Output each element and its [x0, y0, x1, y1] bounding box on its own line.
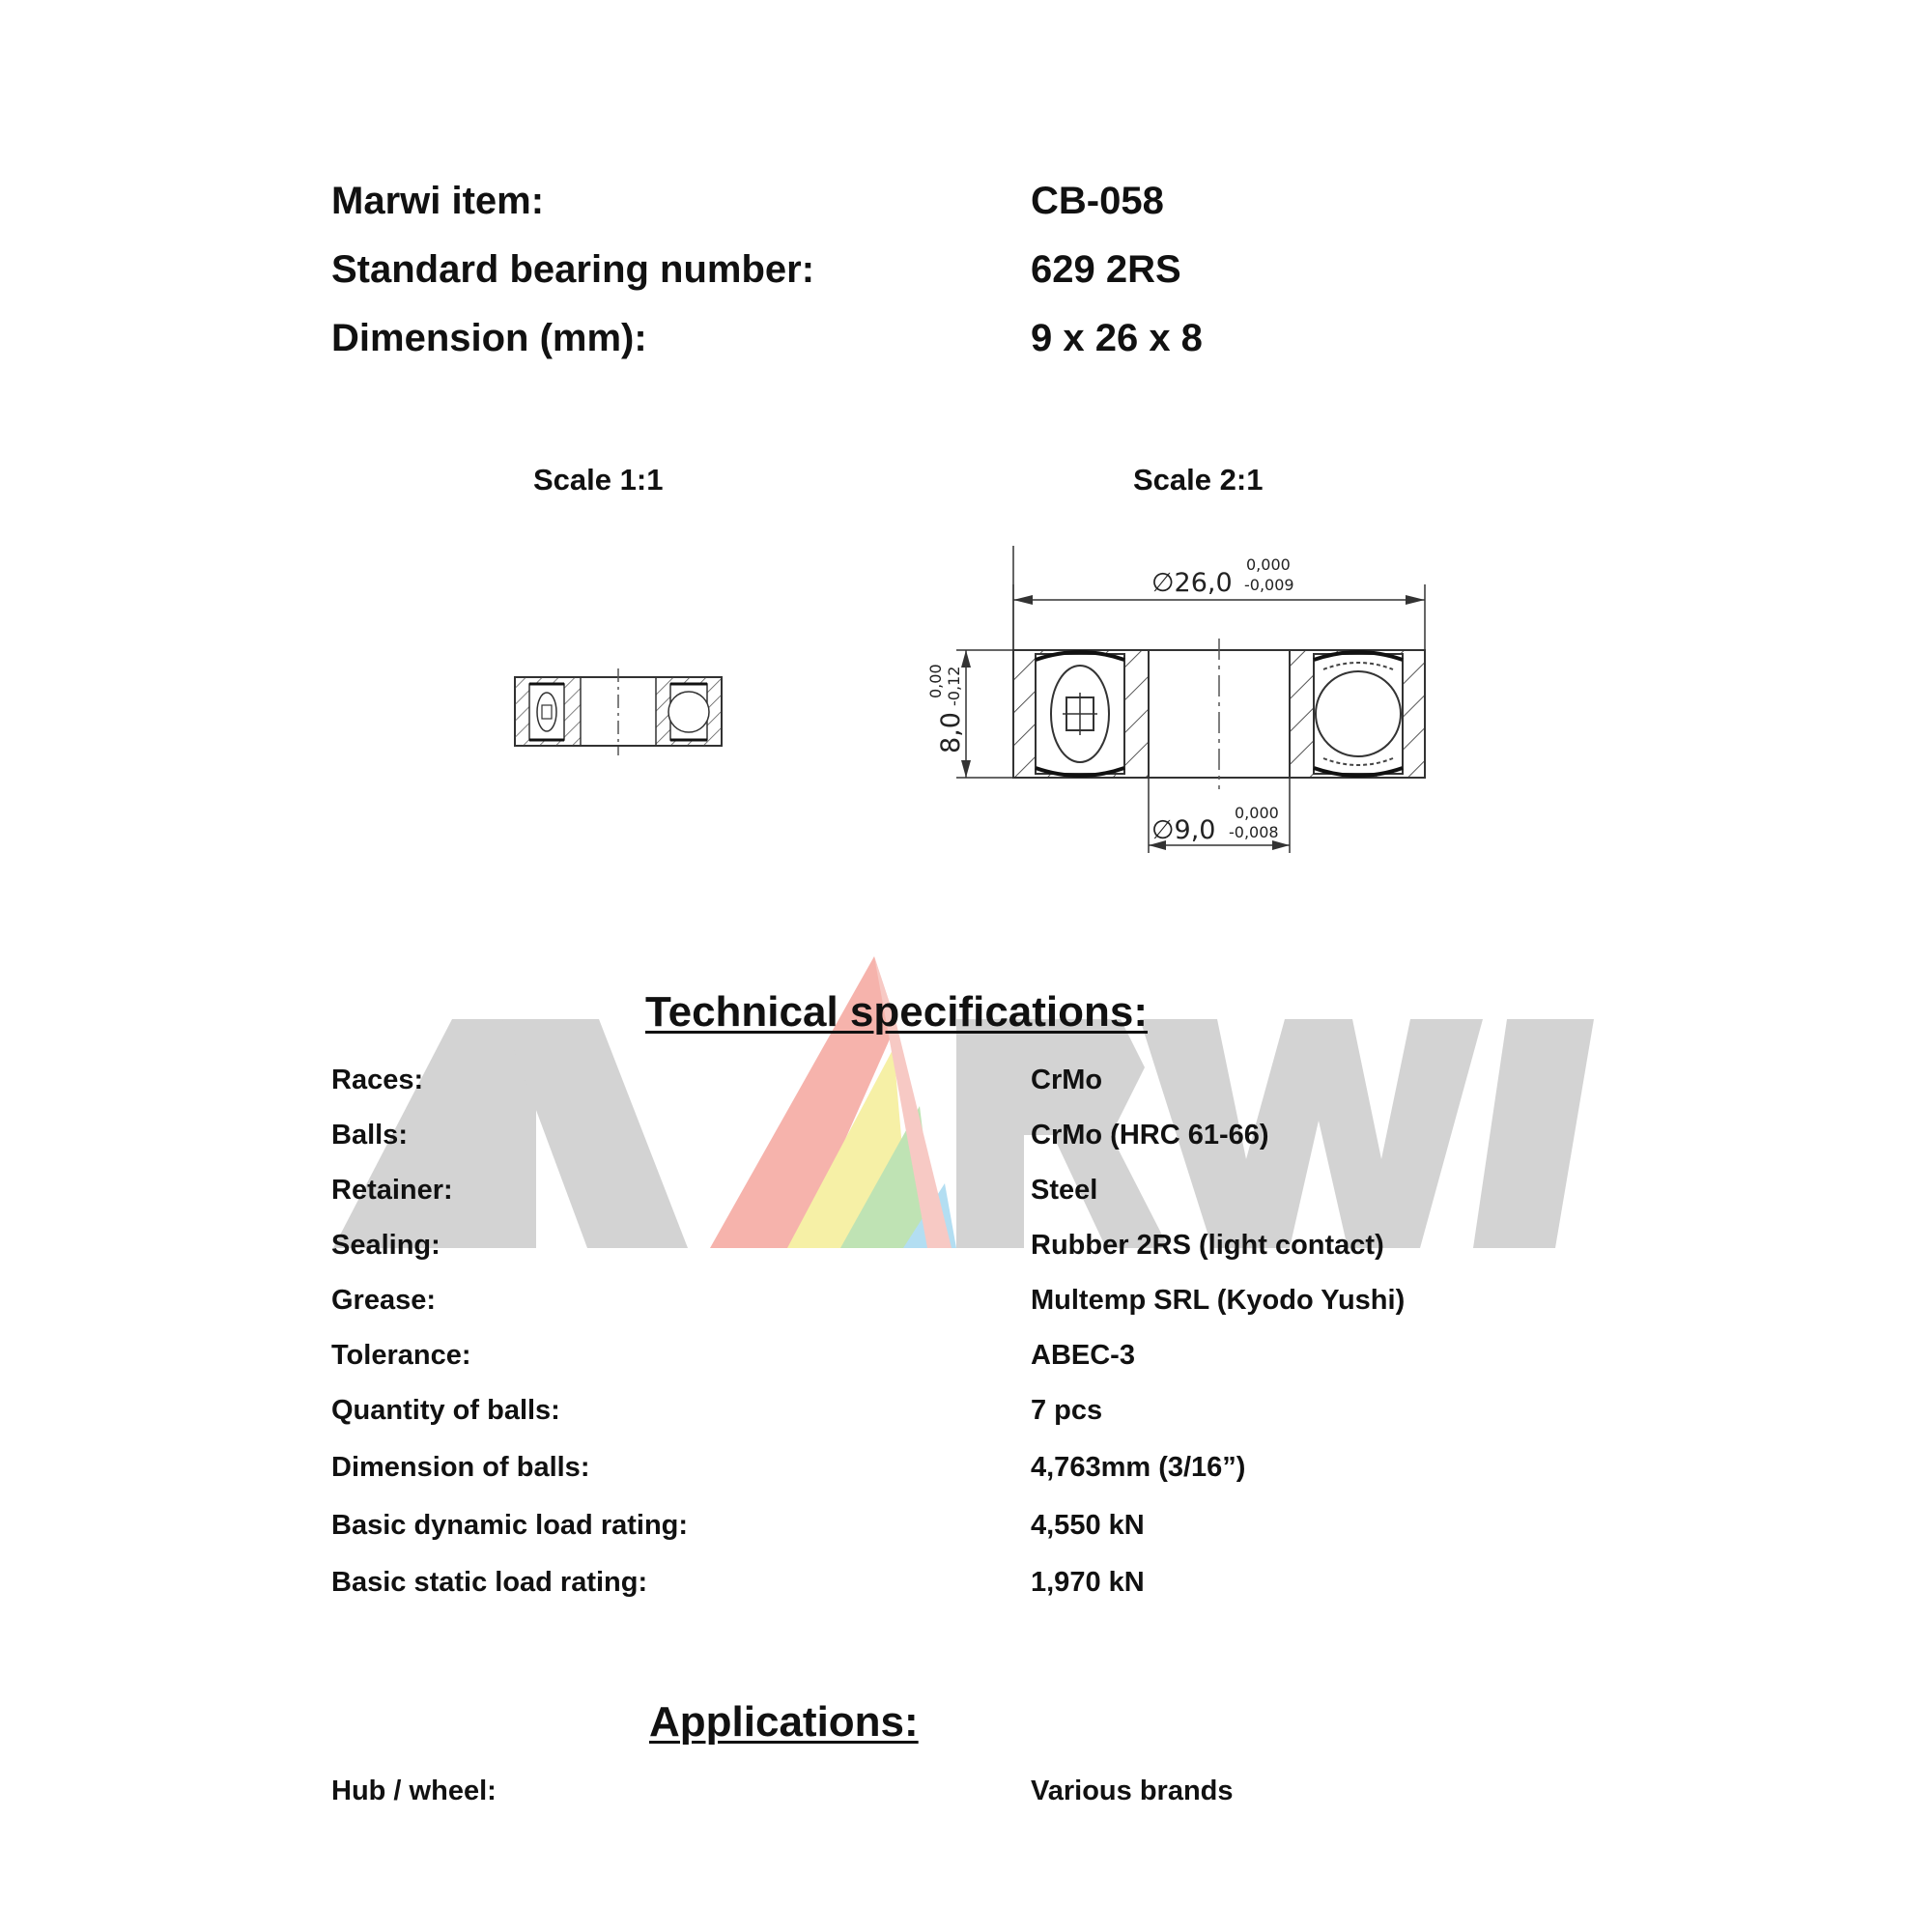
item-value: CB-058 [1031, 180, 1164, 222]
spec-value: Multemp SRL (Kyodo Yushi) [1031, 1285, 1406, 1316]
bearing-number-value: 629 2RS [1031, 248, 1181, 291]
outer-diameter-text: ∅26,0 [1151, 568, 1233, 598]
bearing-number-label: Standard bearing number: [331, 248, 815, 291]
spec-value: 1,970 kN [1031, 1567, 1145, 1598]
spec-value: ABEC-3 [1031, 1340, 1135, 1371]
application-value: Various brands [1031, 1776, 1234, 1806]
spec-label: Basic static load rating: [331, 1567, 648, 1598]
spec-value: CrMo (HRC 61-66) [1031, 1120, 1269, 1151]
spec-label: Basic dynamic load rating: [331, 1510, 689, 1541]
inner-diameter-text: ∅9,0 [1151, 815, 1216, 845]
dimension-label: Dimension (mm): [331, 317, 647, 359]
width-tol-lower-text: -0,12 [945, 666, 963, 706]
scale-1-title: Scale 1:1 [533, 463, 664, 497]
spec-label: Retainer: [331, 1175, 453, 1206]
spec-value: 4,763mm (3/16”) [1031, 1452, 1246, 1483]
spec-label: Grease: [331, 1285, 437, 1316]
spec-label: Quantity of balls: [331, 1395, 560, 1426]
bearing-drawing-scale-2 [918, 546, 1449, 865]
bearing-drawing-scale-1 [512, 674, 726, 750]
spec-label: Balls: [331, 1120, 408, 1151]
applications-title: Applications: [649, 1698, 919, 1746]
item-label: Marwi item: [331, 180, 545, 222]
dimension-value: 9 x 26 x 8 [1031, 317, 1203, 359]
outer-tol-lower-text: -0,009 [1244, 576, 1294, 594]
spec-value: Rubber 2RS (light contact) [1031, 1230, 1384, 1261]
spec-value: CrMo [1031, 1065, 1103, 1095]
spec-value: Steel [1031, 1175, 1098, 1206]
scale-2-title: Scale 2:1 [1133, 463, 1264, 497]
width-tol-upper-text: 0,00 [926, 664, 945, 698]
technical-specifications-title: Technical specifications: [645, 988, 1149, 1036]
spec-label: Tolerance: [331, 1340, 471, 1371]
spec-label: Sealing: [331, 1230, 440, 1261]
width-text: 8,0 [936, 712, 966, 753]
application-label: Hub / wheel: [331, 1776, 497, 1806]
spec-label: Races: [331, 1065, 424, 1095]
inner-tol-lower-text: -0,008 [1229, 823, 1279, 841]
spec-label: Dimension of balls: [331, 1452, 590, 1483]
spec-value: 4,550 kN [1031, 1510, 1145, 1541]
outer-tol-upper-text: 0,000 [1246, 555, 1291, 574]
spec-value: 7 pcs [1031, 1395, 1103, 1426]
inner-tol-upper-text: 0,000 [1235, 804, 1279, 822]
